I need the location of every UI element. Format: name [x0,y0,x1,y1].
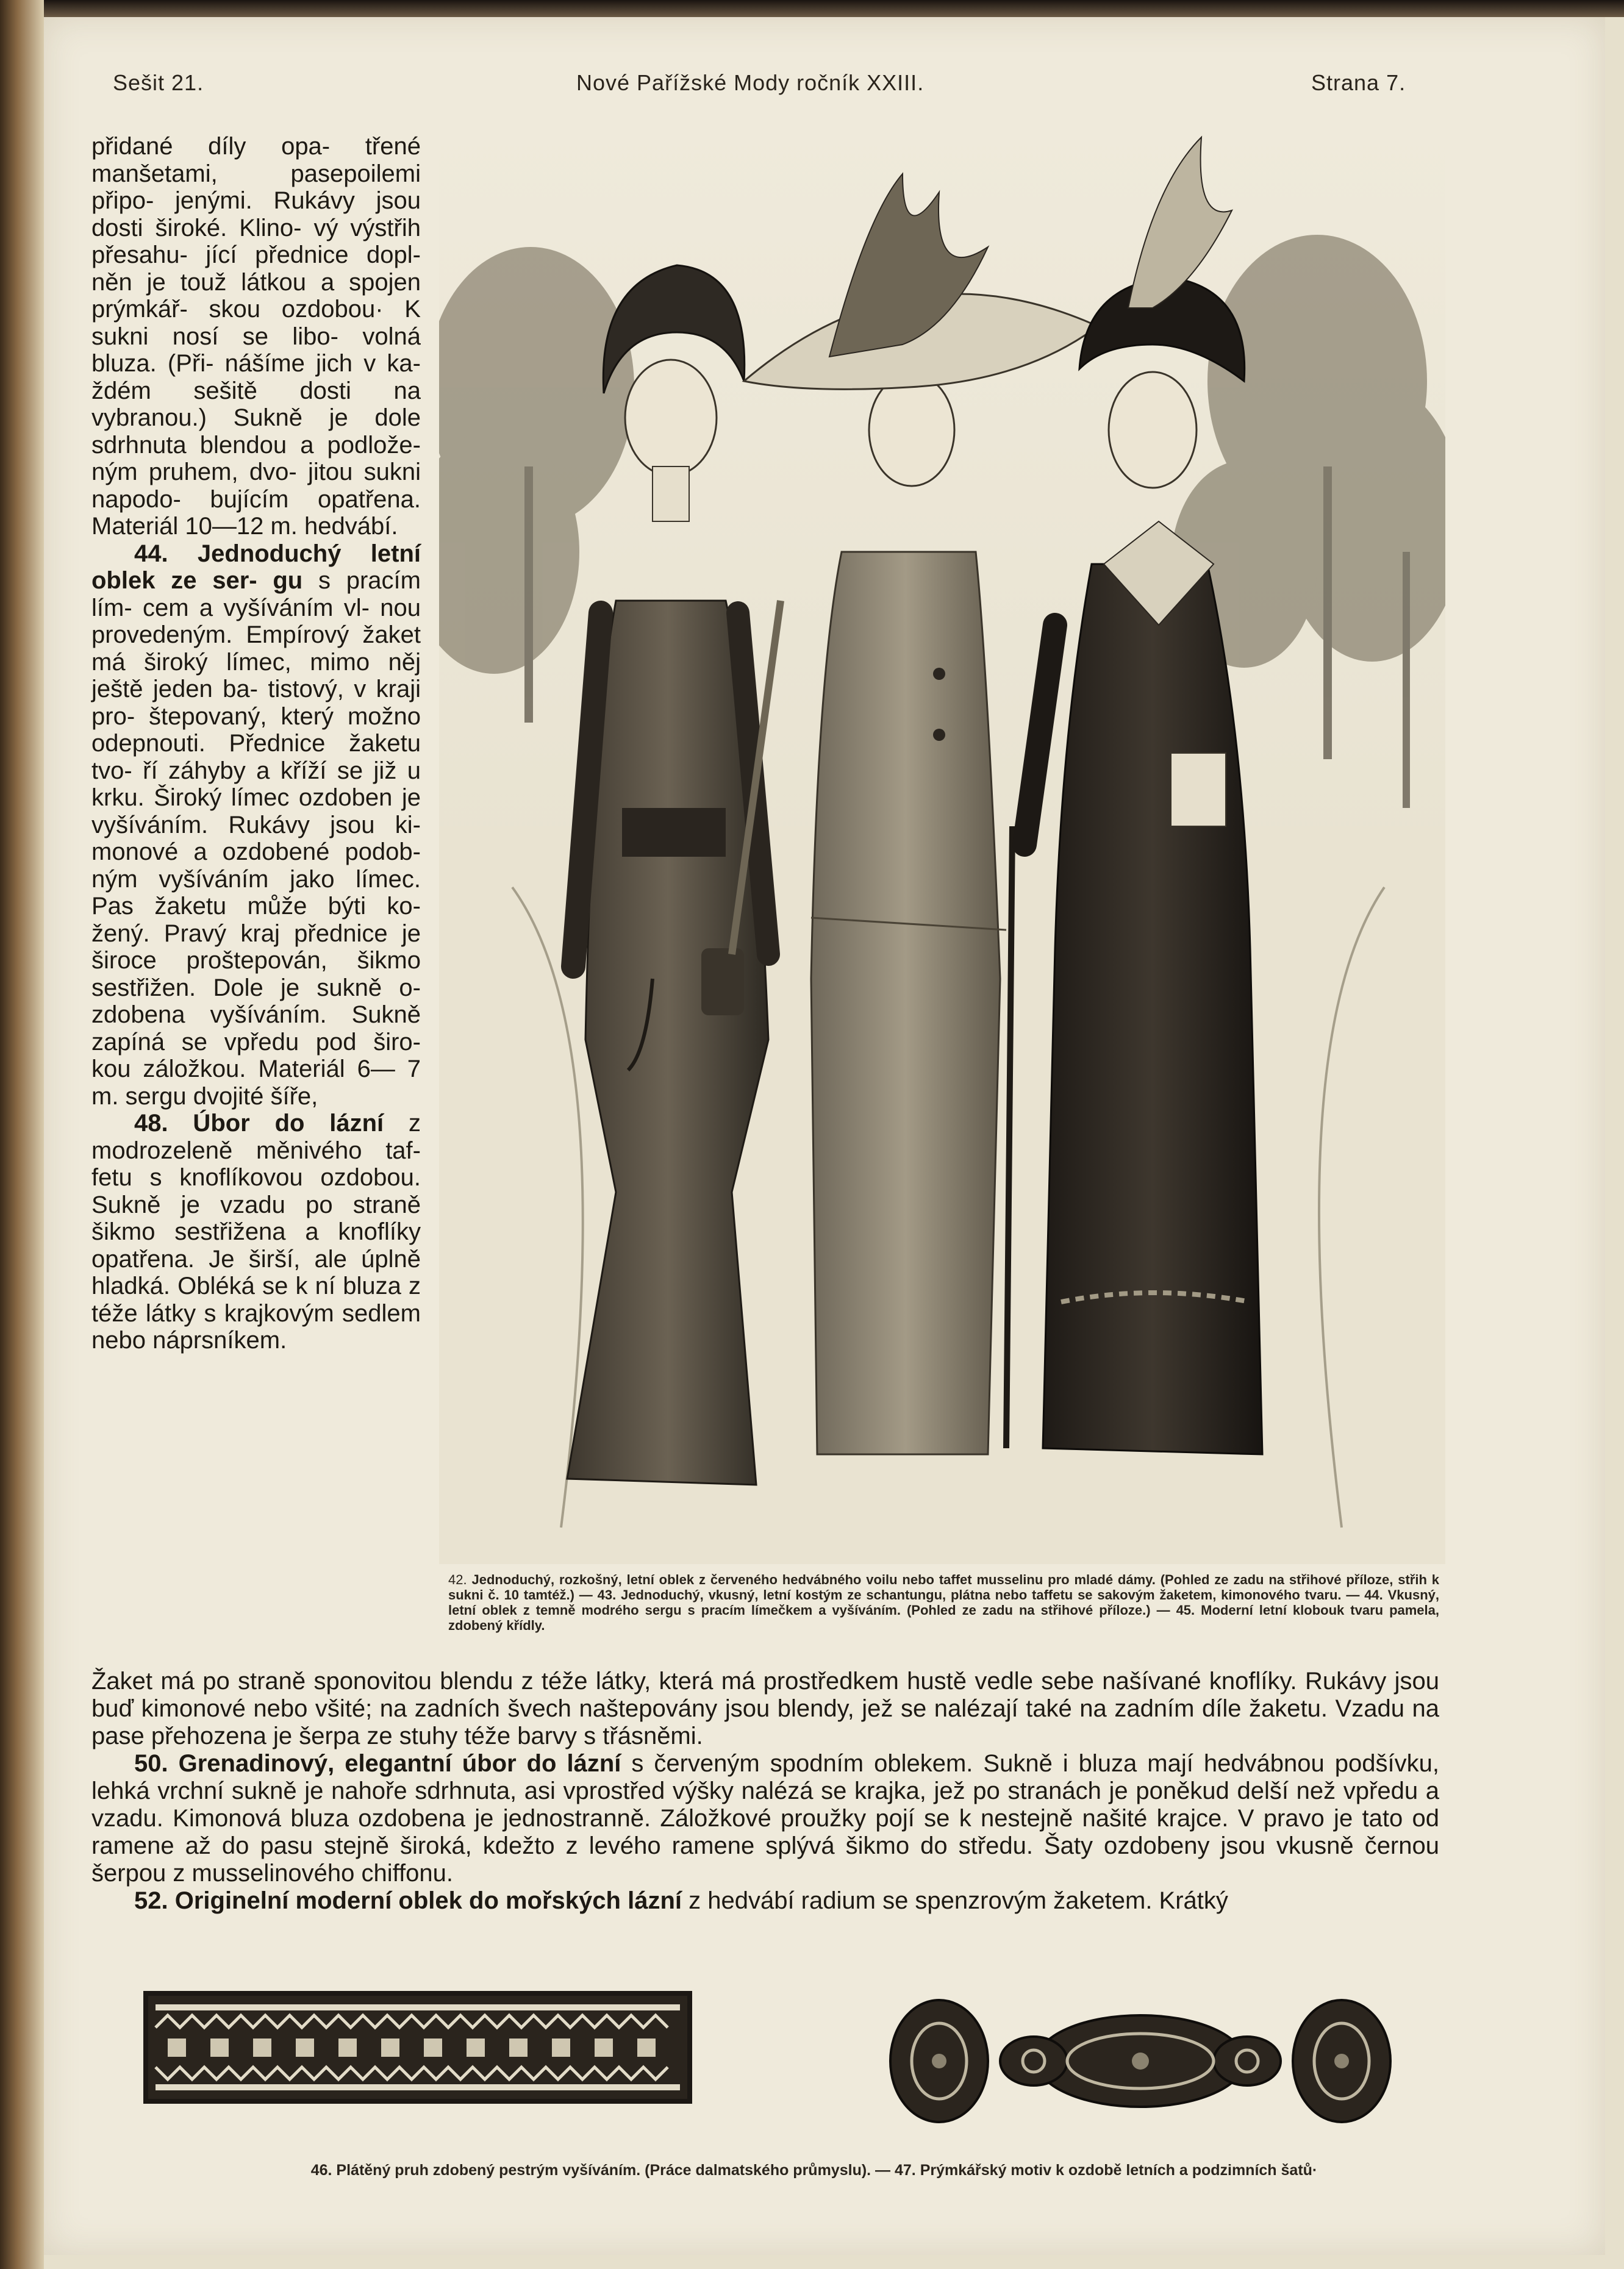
paragraph-item-52 [91,1887,1439,1915]
scan-top-edge [0,0,1624,17]
item-52-body: z hedvábí radium se spenzrovým žaketem. Krátký [682,1887,1228,1914]
illustration-caption [448,1572,1439,1633]
book-spine [0,0,44,2269]
paragraph-item-50 [91,1750,1439,1887]
item-52-heading: 52. Originelní moderní oblek do mořských lázní [134,1887,682,1914]
bottom-figures-caption: 46. Plátěný pruh zdobený pestrým vyšíváním. (Práce dalmatského průmyslu). — 47. Prýmkářský motiv k ozdobě letních a podzimních šatů· [310,2162,1318,2179]
paragraph-jacket: Žaket má po straně sponovitou blendu z téže látky, která má prostředkem hustě vedle sebe našívané knoflíky. Rukávy jsou buď kimonové nebo všité; na zadních švech naštepovány jsou blendy, jež se nalézají také na zadním díle žaketu. Vzadu na pase přehozena je šerpa ze stuhy téže barvy s třásněmi. [91,1668,1439,1749]
header-title: Nové Pařížské Mody ročník XXIII. [576,70,925,95]
caption-number: 42. [448,1572,467,1587]
caption-text: Jednoduchý, rozkošný, letní oblek z červeného hedvábného voilu nebo taffet musselinu pro mladé dámy. (Pohled ze zadu na střihové příloze, střih k sukni č. 10 tamtéž.) — 43. Jednoduchý, vkusný, letní kostým ze schantungu, plátna nebo taffetu se sakovým žaketem, kimonového tvaru. — 44. Vkusný, letní oblek z temně modrého sergu s pracím límečkem a vyšíváním. (Pohled ze zadu na střihové příloze.) — 45. Moderní letní klobouk tvaru pamela, zdobený křídly. [448,1572,1439,1633]
item-44-body: s pracím lím- cem a vyšíváním vl- nou provedeným. Empírový žaket má široký límec, mimo něj ještě jeden ba- tistový, v kraji pro- štepovaný, který možno odepnouti. Přednice žaketu tvo- ří záhyby a kříží se již u krku. Široký límec ozdoben je vyšíváním. Rukávy jsou ki- monové a ozdobené podob- ným vyšíváním jako límec. Pas žaketu může býti ko- žený. Pravý kraj přednice je široce proštepován, šikmo sestřižen. Dole je sukně o- zdobena vyšíváním. Sukně zapíná se vpředu pod širo- kou záložkou. Materiál 6— 7 m. sergu dvojité šíře, [91,567,421,1110]
paragraph-item-48 [91,1110,421,1354]
full-width-text [91,1668,1439,1915]
item-48-body: z modrozeleně měnivého taf- fetu s knoflíkovou ozdobou. Sukně je vzadu po straně šikmo sestřižena a knoflíky opatřena. Je širší, ale úplně hladká. Obléká se k ní bluza z téže látky s krajkovým sedlem nebo náprsníkem. [91,1110,421,1354]
item-44-heading: 44. Jednoduchý letní oblek ze ser- gu [91,540,421,594]
embroidered-band-illustration [143,1991,692,2104]
passementerie-motif-illustration [884,1988,1397,2134]
item-50-heading: 50. Grenadinový, elegantní úbor do lázní [134,1750,621,1777]
paragraph-item-44 [91,540,421,1110]
item-48-heading: 48. Úbor do lázní [134,1110,384,1137]
fashion-illustration [439,125,1445,1564]
left-column [91,133,421,1354]
header-page-number: Strana 7. [1311,70,1406,95]
paragraph-continued: přidané díly opa- třené manšetami, pasepoilemi připo- jenými. Rukávy jsou dosti široké. Klino- vý výstřih přesahu- jící přednice dopl- něn je touž látkou a spojen prýmkář- skou ozdobou· K sukni nosí se libo- volná bluza. (Při- nášíme jich v ka- ždém sešitě dosti na vybranou.) Sukně je dole sdrhnuta blendou a podlože- ným pruhem, dvo- jitou sukni napodo- bujícím opatřena. Materiál 10—12 m. hedvábí. [91,133,421,540]
header-issue: Sešit 21. [113,70,204,95]
item-50-body: s červeným spodním oblekem. Sukně i bluza mají hedvábnou podšívku, lehká vrchní sukně je nahoře sdrhnuta, asi vprostřed výšky nalézá se krajka, jež po stranách je poněkud delší než vpředu a vzadu. Kimonová bluza ozdobena je jednostranně. Záložkové proužky pojí se k nestejně našité krajce. V pravo je tato od ramene až do pasu stejně široká, kdežto z levého ramene splývá šikmo do středu. Šaty ozdobeny jsou vkusně černou šerpou z musselinového chiffonu. [91,1750,1439,1887]
